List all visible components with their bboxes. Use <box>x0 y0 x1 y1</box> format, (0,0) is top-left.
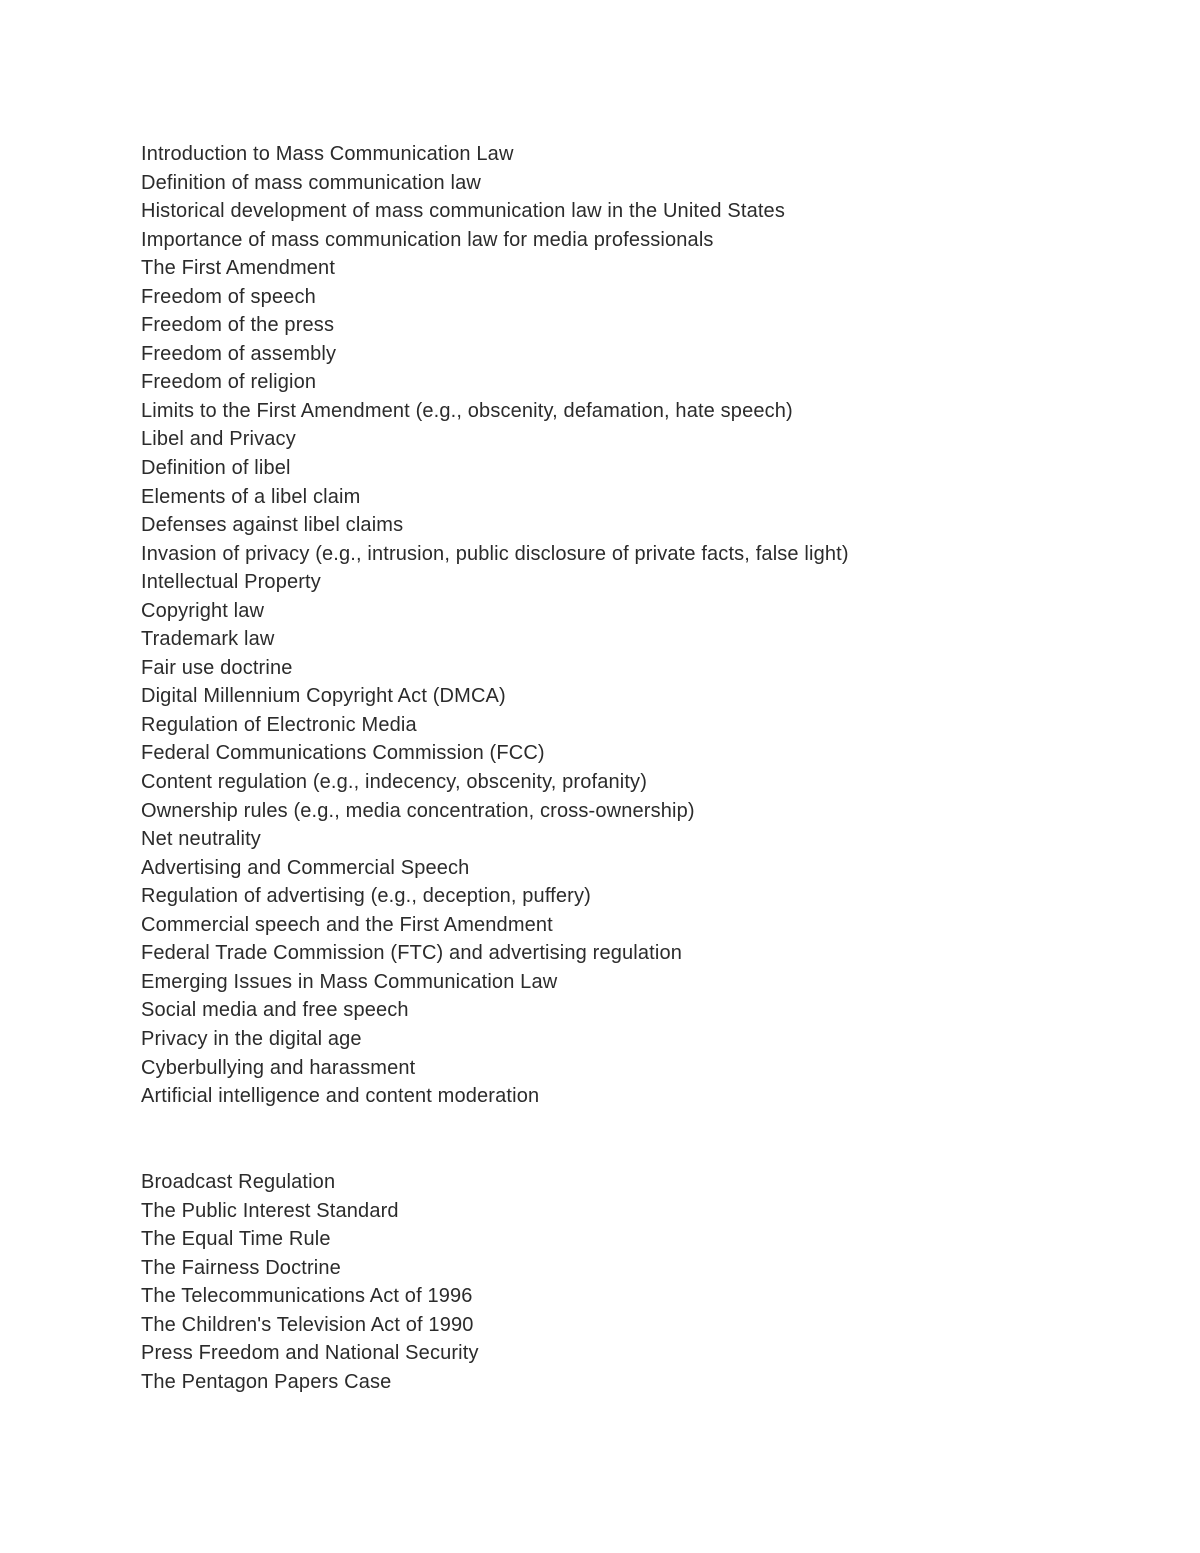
outline-line: Regulation of Electronic Media <box>141 713 417 736</box>
outline-line: Invasion of privacy (e.g., intrusion, public disclosure of private facts, false light) <box>141 542 849 565</box>
outline-line: Social media and free speech <box>141 999 409 1022</box>
outline-line: Libel and Privacy <box>141 428 296 451</box>
outline-line: Privacy in the digital age <box>141 1027 362 1050</box>
outline-line: Federal Trade Commission (FTC) and advertising regulation <box>141 942 682 965</box>
outline-line: Definition of mass communication law <box>141 171 481 194</box>
outline-line: The Telecommunications Act of 1996 <box>141 1285 473 1308</box>
outline-line: The Equal Time Rule <box>141 1228 331 1251</box>
outline-line: The Fairness Doctrine <box>141 1256 341 1279</box>
outline-line: Defenses against libel claims <box>141 514 404 537</box>
outline-line: Net neutrality <box>141 828 261 851</box>
outline-line: Commercial speech and the First Amendment <box>141 913 553 936</box>
outline-line: Elements of a libel claim <box>141 485 361 508</box>
outline-line: Regulation of advertising (e.g., deception, puffery) <box>141 885 591 908</box>
outline-line: Digital Millennium Copyright Act (DMCA) <box>141 685 506 708</box>
outline-line: Advertising and Commercial Speech <box>141 856 470 879</box>
outline-line: Press Freedom and National Security <box>141 1342 479 1365</box>
outline-section-2 <box>141 1168 479 1396</box>
outline-line: Importance of mass communication law for media professionals <box>141 228 714 251</box>
outline-line: Copyright law <box>141 599 265 622</box>
outline-line: Artificial intelligence and content moderation <box>141 1085 540 1108</box>
outline-line: The Pentagon Papers Case <box>141 1370 392 1393</box>
outline-line: Limits to the First Amendment (e.g., obscenity, defamation, hate speech) <box>141 399 793 422</box>
outline-line: The First Amendment <box>141 257 336 280</box>
outline-line: Freedom of speech <box>141 285 316 308</box>
outline-line: The Public Interest Standard <box>141 1199 399 1222</box>
outline-line: Trademark law <box>141 628 275 651</box>
outline-line: Intellectual Property <box>141 571 321 594</box>
outline-line: Introduction to Mass Communication Law <box>141 143 514 165</box>
outline-line: The Children's Television Act of 1990 <box>141 1313 474 1336</box>
outline-line: Federal Communications Commission (FCC) <box>141 742 545 765</box>
outline-line: Definition of libel <box>141 457 291 480</box>
outline-line: Historical development of mass communication law in the United States <box>141 200 785 223</box>
outline-section-1 <box>141 140 849 1111</box>
outline-line: Freedom of assembly <box>141 342 337 365</box>
outline-line: Freedom of religion <box>141 371 317 394</box>
outline-line: Emerging Issues in Mass Communication Law <box>141 970 558 993</box>
outline-line: Fair use doctrine <box>141 656 293 679</box>
outline-line: Freedom of the press <box>141 314 335 337</box>
outline-line: Cyberbullying and harassment <box>141 1056 416 1079</box>
outline-line: Ownership rules (e.g., media concentration, cross-ownership) <box>141 799 695 822</box>
outline-line: Content regulation (e.g., indecency, obscenity, profanity) <box>141 771 648 794</box>
outline-line: Broadcast Regulation <box>141 1171 336 1193</box>
